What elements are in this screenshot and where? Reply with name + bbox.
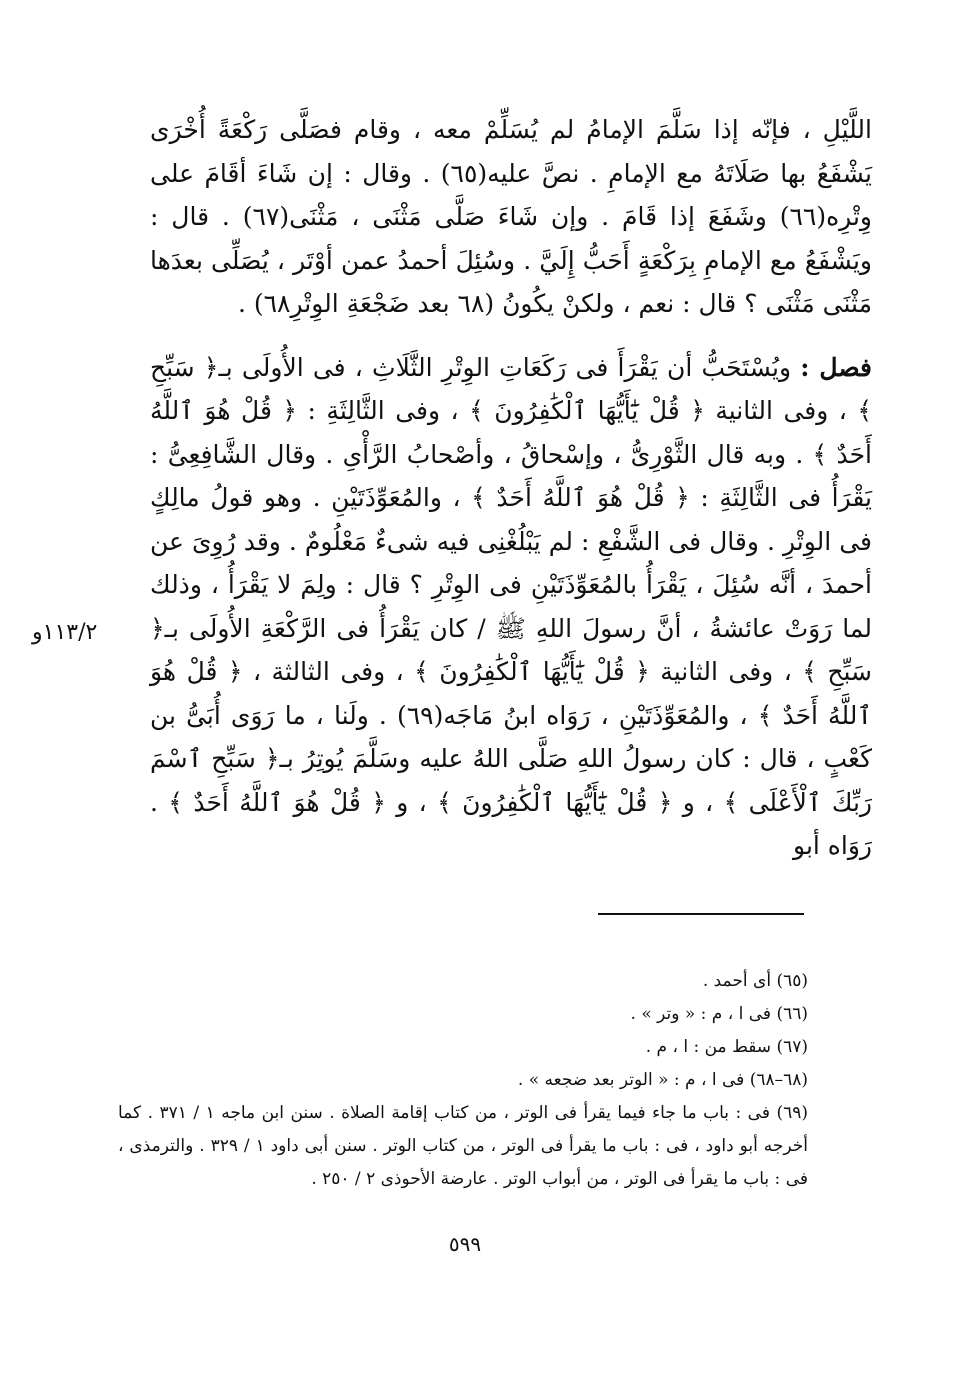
footnote-67: (٦٧) سقط من : ا ، م .: [645, 1037, 808, 1057]
page-number: ٥٩٩: [448, 1232, 482, 1256]
paragraph-1: اللَّيْلِ ، فإنّه إذا سَلَّمَ الإمامُ لم يُسَلِّمْ معه ، وقام فصَلَّى رَكْعَةً أُخْرَى يَشْفَعُ بها صَلَاتَهُ مع الإمامِ . نصَّ عليه(٦٥) . وقال : إن شَاءَ أقَامَ على وِتْرِه(٦٦) وشَفَعَ إذا قَامَ . وإن شَاءَ صَلَّى مَثْنَى ، مَثْنَى(٦٧) . قال : ويَشْفَعُ مع الإمامِ بِرَكْعَةٍ أَحَبُّ إِلَيَّ . وسُئِلَ أحمدُ عمن أوْتَر ، يُصَلِّى بعدَها مَثْنَى مَثْنَى ؟ قال : نعم ، ولكنْ يكُونُ (٦٨ بعد ضَجْعَةِ الوِتْرِ٦٨) .: [150, 115, 873, 318]
footnote-69: (٦٩) فى : باب ما جاء فيما يقرأ فى الوتر ، من كتاب إقامة الصلاة . سنن ابن ماجه ١ / ٣٧١ . كما أخرجه أبو داود ، فى : باب ما يقرأ فى الوتر ، من كتاب الوتر . سنن أبى داود ١ / ٣٢٩ . والترمذى ، فى : باب ما يقرأ فى الوتر ، من أبواب الوتر . عارضة الأحوذى ٢ / ٢٥٠ .: [118, 1103, 808, 1189]
footnote-separator: [598, 913, 804, 915]
margin-folio-reference: ١١٣/٢و: [32, 620, 98, 645]
footnotes: [118, 965, 808, 1196]
footnote-65: (٦٥) أى أحمد .: [702, 971, 808, 991]
paragraph-2-text: ويُسْتَحَبُّ أن يَقْرَأَ فى رَكَعَاتِ الوِتْرِ الثَّلَاثِ ، فى الأُولَى بـ﴿ سَبِّحِ ﴾ ، وفى الثانية ﴿ قُلْ يَٰٓأَيُّهَا ٱلْكَٰفِرُونَ ﴾ ، وفى الثَّالِثَةِ : ﴿ قُلْ هُوَ ٱللَّهُ أَحَدٌ ﴾ . وبه قال الثَّوْرِىُّ ، وإسْحاقُ ، وأصْحابُ الرَّأْىِ . وقال الشَّافِعِىُّ : يَقْرَأُ فى الثَّالِثَةِ : ﴿ قُلْ هُوَ ٱللَّهُ أَحَدٌ ﴾ ، والمُعَوِّذَتَيْنِ . وهو قولُ مالِكٍ فى الوِتْرِ . وقال فى الشَّفْعِ : لم يَبْلُغْنِى فيه شىءٌ مَعْلُومٌ . وقد رُوِىَ عن أحمدَ ، أنَّه سُئِلَ ، يَقْرَأُ بالمُعَوِّذَتَيْنِ فى الوِتْرِ ؟ قال : ولِمَ لا يَقْرَأُ ، وذلك لما رَوَتْ عائشةُ ، أنَّ رسولَ اللهِ ﷺ / كان يَقْرَأُ فى الرَّكْعَةِ الأُولَى بـ﴿ سَبِّحِ ﴾ ، وفى الثانية ﴿ قُلْ يَٰٓأَيُّهَا ٱلْكَٰفِرُونَ ﴾ ، وفى الثالثة ، ﴿ قُلْ هُوَ ٱللَّهُ أَحَدٌ ﴾ ، والمُعَوِّذَتَيْنِ ، رَوَاه ابنُ مَاجَه(٦٩) . ولَنا ، ما رَوَى أُبَىُّ بن كَعْبٍ ، قال : كان رسولُ اللهِ صَلَّى اللهُ عليه وسَلَّمَ يُوتِرُ بـ﴿ سَبِّحِ ٱسْمَ رَبِّكَ ٱلْأَعْلَى ﴾ ، و ﴿ قُلْ يَٰٓأَيُّهَا ٱلْكَٰفِرُونَ ﴾ ، و ﴿ قُلْ هُوَ ٱللَّهُ أَحَدٌ ﴾ . رَوَاه أبو: [150, 352, 872, 860]
paragraph-2: [150, 346, 872, 868]
section-heading: فصل :: [800, 352, 872, 382]
main-text: [150, 108, 872, 868]
footnote-66: (٦٦) فى ا ، م : « وتر » .: [630, 1004, 808, 1024]
footnote-68: (٦٨–٦٨) فى ا ، م : « الوتر بعد ضجعه » .: [517, 1070, 808, 1090]
